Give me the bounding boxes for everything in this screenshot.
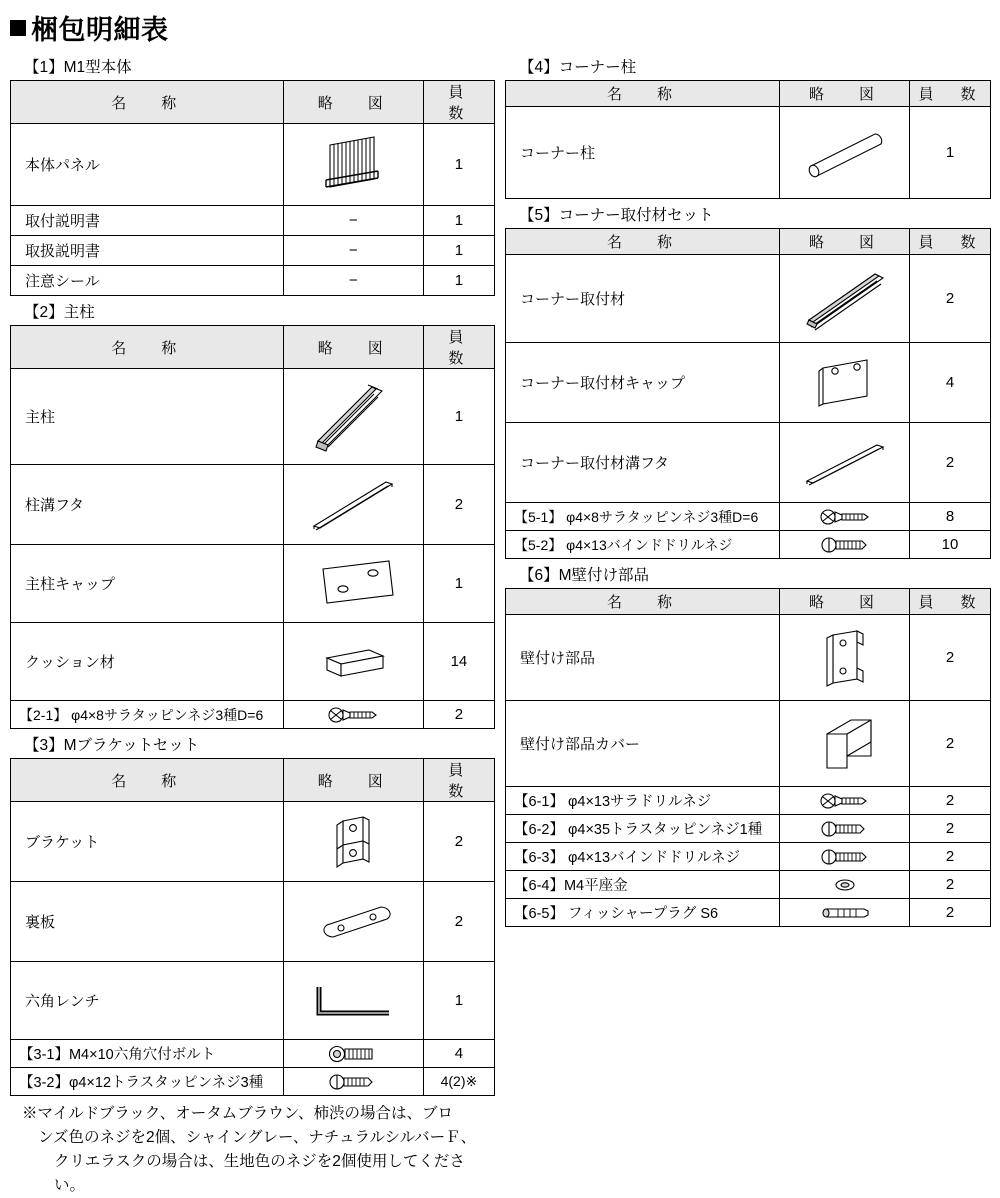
groove-cover-icon <box>290 474 417 536</box>
item-qty: 2 <box>910 787 991 815</box>
table-section-1 <box>10 80 495 296</box>
item-name: 【5-2】 φ4×13バインドドリルネジ <box>506 531 780 559</box>
item-figure <box>780 899 910 927</box>
item-figure <box>283 962 423 1040</box>
item-qty: 14 <box>423 623 494 701</box>
item-figure <box>780 531 910 559</box>
table-row <box>11 236 495 266</box>
item-figure <box>283 802 423 882</box>
item-name: 裏板 <box>11 882 284 962</box>
panel-icon <box>290 133 417 197</box>
item-figure <box>780 255 910 343</box>
item-figure-dash: − <box>283 206 423 236</box>
item-qty: 2 <box>910 615 991 701</box>
item-qty: 2 <box>910 701 991 787</box>
corner-groove-cover-icon <box>786 435 903 491</box>
item-qty: 1 <box>423 206 494 236</box>
content-columns <box>0 51 1000 1198</box>
item-name: 主柱 <box>11 369 284 465</box>
section-heading-6: 【6】M壁付け部品 <box>519 567 650 584</box>
item-name: 取扱説明書 <box>11 236 284 266</box>
item-figure <box>780 843 910 871</box>
screw-flat-icon <box>786 507 903 527</box>
item-qty: 2 <box>423 701 494 729</box>
item-qty: 2 <box>423 802 494 882</box>
header-qty: 員 数 <box>423 326 494 369</box>
header-name: 名 称 <box>11 81 284 124</box>
item-figure <box>283 623 423 701</box>
table-header-row <box>11 326 495 369</box>
item-figure <box>780 815 910 843</box>
wall-bracket-cover-icon <box>786 712 903 776</box>
table-section-2 <box>10 325 495 729</box>
post-icon <box>290 377 417 457</box>
table-row <box>506 255 991 343</box>
item-figure <box>780 871 910 899</box>
bullet-square-icon <box>10 20 26 36</box>
item-name: コーナー取付材キャップ <box>506 343 780 423</box>
item-qty: 2 <box>423 465 494 545</box>
table-row <box>11 962 495 1040</box>
page-title-text: 梱包明細表 <box>31 15 169 45</box>
table-row <box>11 206 495 236</box>
header-name: 名 称 <box>506 229 780 255</box>
header-qty: 員 数 <box>423 81 494 124</box>
footnote <box>10 1096 495 1198</box>
section-heading-2: 【2】主柱 <box>24 304 95 321</box>
hex-wrench-icon <box>290 975 417 1027</box>
backplate-icon <box>290 895 417 949</box>
item-qty: 1 <box>423 124 494 206</box>
item-name: 【6-1】 φ4×13サラドリルネジ <box>506 787 780 815</box>
table-header-row <box>506 589 991 615</box>
item-qty: 1 <box>423 962 494 1040</box>
screw-truss-icon <box>786 819 903 839</box>
left-column <box>10 51 495 1198</box>
item-qty: 2 <box>910 843 991 871</box>
table-row <box>11 545 495 623</box>
post-cap-icon <box>290 555 417 613</box>
table-row <box>506 503 991 531</box>
screw-bind-icon <box>786 847 903 867</box>
item-name: 【2-1】 φ4×8サラタッピンネジ3種D=6 <box>11 701 284 729</box>
item-name: 【5-1】 φ4×8サラタッピンネジ3種D=6 <box>506 503 780 531</box>
table-section-4 <box>505 80 991 199</box>
table-row <box>506 423 991 503</box>
item-name: 注意シール <box>11 266 284 296</box>
item-figure <box>283 701 423 729</box>
item-qty: 2 <box>910 871 991 899</box>
item-name: 【6-2】 φ4×35トラスタッピンネジ1種 <box>506 815 780 843</box>
item-figure-dash: − <box>283 266 423 296</box>
item-name: 【6-3】 φ4×13バインドドリルネジ <box>506 843 780 871</box>
item-figure <box>780 787 910 815</box>
table-header-row <box>11 81 495 124</box>
washer-icon <box>786 875 903 895</box>
item-qty: 1 <box>423 369 494 465</box>
screw-flat-icon <box>290 705 417 725</box>
item-figure <box>283 124 423 206</box>
item-figure <box>780 343 910 423</box>
table-row <box>506 871 991 899</box>
item-name: ブラケット <box>11 802 284 882</box>
item-qty: 1 <box>910 107 991 199</box>
item-qty: 4 <box>423 1040 494 1068</box>
wall-bracket-icon <box>786 625 903 691</box>
item-name: 【3-2】φ4×12トラスタッピンネジ3種 <box>11 1068 284 1096</box>
item-qty: 2 <box>910 255 991 343</box>
header-name: 名 称 <box>506 589 780 615</box>
corner-cap-icon <box>786 354 903 412</box>
item-qty: 1 <box>423 266 494 296</box>
table-section-5 <box>505 228 991 559</box>
table-row <box>506 899 991 927</box>
table-row <box>11 266 495 296</box>
footnote-line-2: ンズ色のネジを2個、シャイングレー、ナチュラルシルバーＦ、 <box>38 1129 477 1147</box>
item-name: コーナー柱 <box>506 107 780 199</box>
item-figure <box>780 107 910 199</box>
item-figure <box>283 1040 423 1068</box>
screw-bind-icon <box>786 535 903 555</box>
table-row <box>506 107 991 199</box>
table-row <box>11 465 495 545</box>
table-row <box>11 701 495 729</box>
item-figure <box>283 465 423 545</box>
item-figure <box>780 615 910 701</box>
table-row <box>506 843 991 871</box>
table-row <box>11 802 495 882</box>
item-figure <box>780 423 910 503</box>
item-qty: 1 <box>423 545 494 623</box>
item-figure <box>283 882 423 962</box>
header-figure: 略 図 <box>780 81 910 107</box>
table-row <box>11 124 495 206</box>
item-qty: 10 <box>910 531 991 559</box>
table-row <box>506 701 991 787</box>
footnote-line-3: クリエラスクの場合は、生地色のネジを2個使用してください。 <box>54 1153 465 1195</box>
footnote-line-1: ※マイルドブラック、オータムブラウン、柿渋の場合は、ブロ <box>22 1105 454 1122</box>
item-name: クッション材 <box>11 623 284 701</box>
header-figure: 略 図 <box>283 326 423 369</box>
item-name: 柱溝フタ <box>11 465 284 545</box>
right-column <box>505 51 990 1198</box>
table-row <box>11 1068 495 1096</box>
section-heading-1: 【1】M1型本体 <box>24 59 132 76</box>
table-row <box>506 815 991 843</box>
item-qty: 4 <box>910 343 991 423</box>
table-row <box>506 343 991 423</box>
header-figure: 略 図 <box>780 589 910 615</box>
item-qty: 2 <box>910 899 991 927</box>
item-figure <box>283 1068 423 1096</box>
header-name: 名 称 <box>11 759 284 802</box>
bolt-hex-icon <box>290 1044 417 1064</box>
header-qty: 員 数 <box>910 81 991 107</box>
table-header-row <box>506 81 991 107</box>
section-heading-4: 【4】コーナー柱 <box>519 59 637 76</box>
header-name: 名 称 <box>11 326 284 369</box>
item-qty: 2 <box>423 882 494 962</box>
item-name: 六角レンチ <box>11 962 284 1040</box>
item-name: 【6-5】 フィッシャープラグ S6 <box>506 899 780 927</box>
screw-truss-icon <box>290 1072 417 1092</box>
cushion-icon <box>290 636 417 688</box>
item-name: 主柱キャップ <box>11 545 284 623</box>
table-row <box>506 531 991 559</box>
item-figure <box>780 701 910 787</box>
item-figure <box>283 545 423 623</box>
item-name: 壁付け部品カバー <box>506 701 780 787</box>
header-figure: 略 図 <box>780 229 910 255</box>
item-name: コーナー取付材溝フタ <box>506 423 780 503</box>
header-qty: 員 数 <box>910 229 991 255</box>
item-name: 【6-4】M4平座金 <box>506 871 780 899</box>
header-qty: 員 数 <box>910 589 991 615</box>
section-heading-3: 【3】Mブラケットセット <box>24 737 200 754</box>
table-row <box>11 623 495 701</box>
item-qty: 2 <box>910 815 991 843</box>
item-qty: 1 <box>423 236 494 266</box>
table-section-3 <box>10 758 495 1096</box>
page-title <box>0 0 1000 51</box>
table-header-row <box>506 229 991 255</box>
header-qty: 員 数 <box>423 759 494 802</box>
item-figure <box>780 503 910 531</box>
corner-post-icon <box>786 122 903 184</box>
item-qty: 4(2)※ <box>423 1068 494 1096</box>
fischer-plug-icon <box>786 903 903 923</box>
screw-flat-drill-icon <box>786 791 903 811</box>
item-qty: 8 <box>910 503 991 531</box>
table-row <box>11 882 495 962</box>
item-figure <box>283 369 423 465</box>
bracket-icon <box>290 811 417 873</box>
item-name: コーナー取付材 <box>506 255 780 343</box>
table-header-row <box>11 759 495 802</box>
header-figure: 略 図 <box>283 759 423 802</box>
table-row <box>506 615 991 701</box>
item-name: 壁付け部品 <box>506 615 780 701</box>
item-qty: 2 <box>910 423 991 503</box>
table-row <box>506 787 991 815</box>
item-name: 本体パネル <box>11 124 284 206</box>
header-figure: 略 図 <box>283 81 423 124</box>
table-section-6 <box>505 588 991 927</box>
item-name: 【3-1】M4×10六角穴付ボルト <box>11 1040 284 1068</box>
section-heading-5: 【5】コーナー取付材セット <box>519 207 714 224</box>
corner-rail-icon <box>786 264 903 334</box>
header-name: 名 称 <box>506 81 780 107</box>
table-row <box>11 369 495 465</box>
table-row <box>11 1040 495 1068</box>
item-figure-dash: − <box>283 236 423 266</box>
item-name: 取付説明書 <box>11 206 284 236</box>
